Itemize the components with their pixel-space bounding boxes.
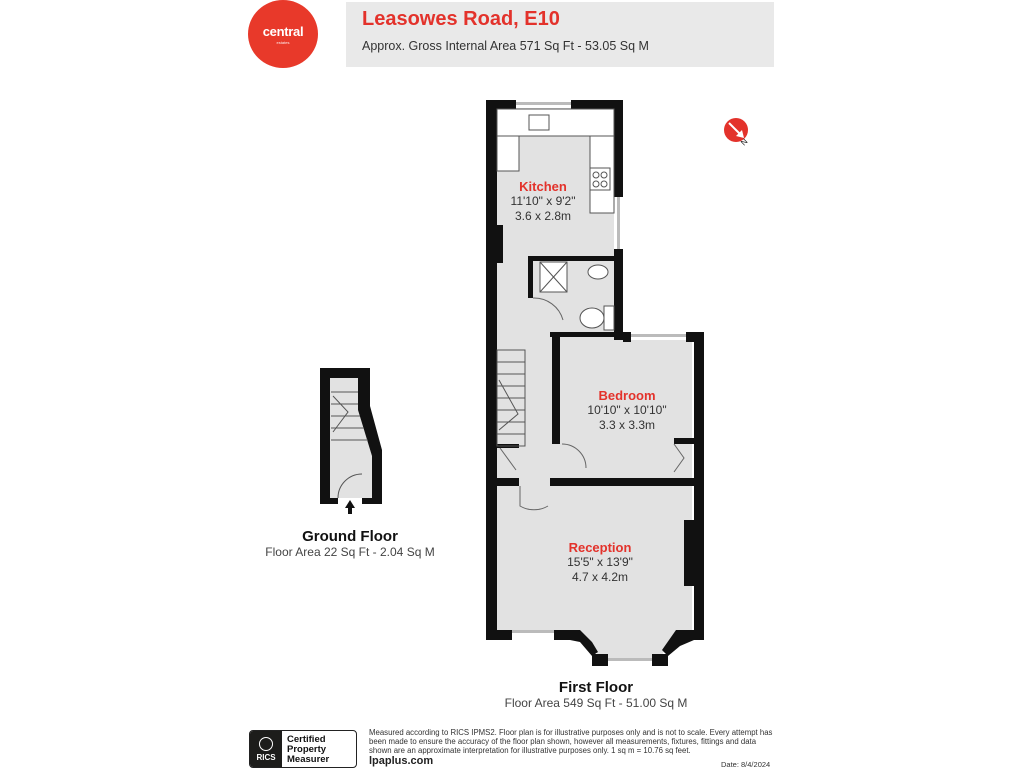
- first-floor-caption: [505, 679, 688, 710]
- rics-logo-icon: [250, 731, 282, 767]
- ground-floor-title: Ground Floor: [302, 528, 398, 545]
- rics-brand-text: RICS: [256, 752, 276, 762]
- compass-icon: [724, 118, 750, 147]
- ground-floor-drawing: [320, 368, 382, 514]
- measurement-disclaimer: Measured according to RICS IPMS2. Floor plan is for illustrative purposes only and is not to scale. Every attempt has been made to ensure the accuracy of the floor plan shown, however all measurements, fixtures, fittings and data shown are an approximate interpretation for illustrative purposes only. 1 sq m = 10.76 sq feet.: [369, 728, 773, 755]
- ground-floor-area: Floor Area 22 Sq Ft - 2.04 Sq M: [265, 545, 435, 559]
- bedroom-imperial: 10'10" x 10'10": [587, 403, 667, 417]
- room-label-reception: [567, 540, 633, 585]
- compass-north-label: N: [739, 136, 750, 148]
- gross-area-subtitle: Approx. Gross Internal Area 571 Sq Ft - 53.05 Sq M: [362, 39, 649, 53]
- logo-sub-text: estates: [276, 39, 290, 45]
- entrance-arrow-icon: [345, 500, 355, 514]
- property-title: Leasowes Road, E10: [362, 8, 560, 30]
- kitchen-imperial: 11'10" x 9'2": [510, 194, 576, 208]
- room-label-kitchen: [511, 179, 576, 224]
- reception-imperial: 15'5" x 13'9": [567, 555, 633, 569]
- first-floor-area: Floor Area 549 Sq Ft - 51.00 Sq M: [504, 696, 688, 710]
- reception-name: Reception: [568, 540, 632, 555]
- bedroom-metric: 3.3 x 3.3m: [598, 418, 656, 432]
- reception-metric: 4.7 x 4.2m: [571, 570, 629, 584]
- ground-floor-caption: [265, 528, 434, 559]
- bedroom-name: Bedroom: [598, 388, 656, 403]
- kitchen-name: Kitchen: [519, 179, 567, 194]
- badge-line-1: Certified: [287, 734, 326, 745]
- kitchen-metric: 3.6 x 2.8m: [514, 209, 572, 223]
- website-link[interactable]: lpaplus.com: [369, 755, 434, 767]
- first-floor-title: First Floor: [558, 679, 634, 696]
- logo-brand-text: central: [262, 23, 304, 39]
- badge-line-2: Property: [287, 744, 327, 755]
- badge-text: [282, 731, 329, 767]
- room-label-bedroom: [587, 388, 666, 433]
- plan-date: Date: 8/4/2024: [721, 760, 771, 769]
- badge-line-3: Measurer: [287, 754, 330, 765]
- rics-certified-badge: [249, 730, 357, 768]
